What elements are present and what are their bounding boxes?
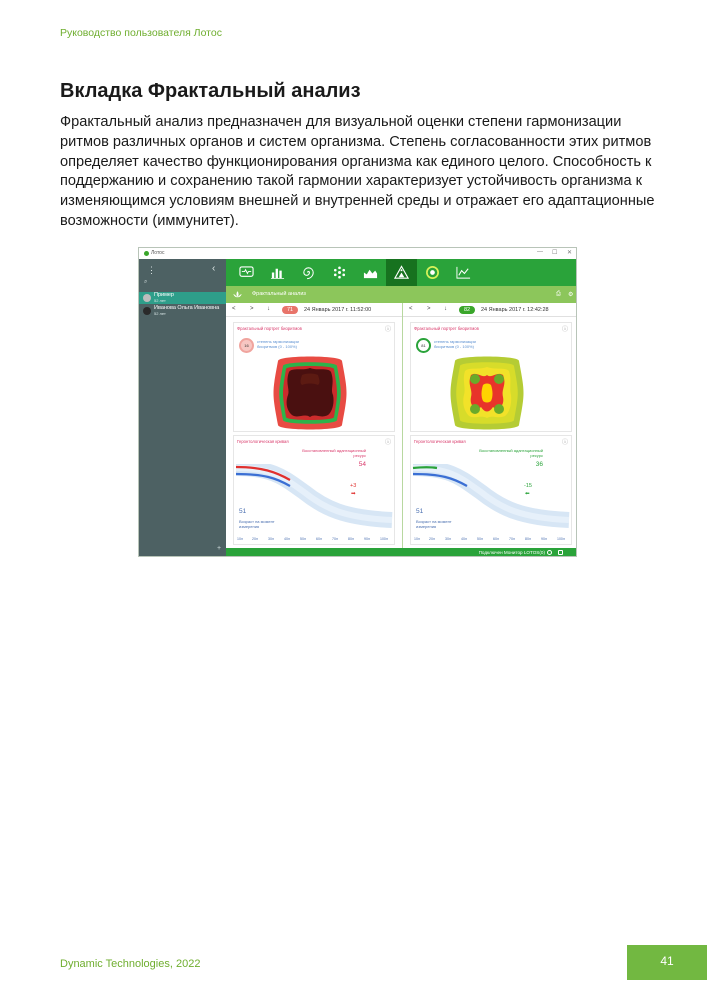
patient-sidebar [139,259,226,557]
resource-value: 54 [358,461,366,468]
resource-label: Восстановленный адаптационный ресурс [479,448,543,458]
tab-system[interactable] [324,259,355,286]
avatar [143,294,151,302]
patient-age: 52 лет [154,311,166,316]
heart-monitor-icon [239,265,254,280]
axis-tick: 50л [477,537,483,541]
harmony-label: степень гармонизации биоритмов (0 - 100%) [434,339,476,349]
prev-measurement-button[interactable]: < [409,306,413,312]
area-chart-icon [363,265,378,280]
analysis-toolbar [226,259,577,286]
maximize-button[interactable]: ☐ [552,250,558,256]
gerontological-curve-chart [411,464,571,534]
info-icon[interactable]: ⓘ [384,440,391,446]
menu-icon[interactable]: ⋮ [147,265,156,275]
page-number-badge [627,945,707,980]
axis-tick: 80л [525,537,531,541]
measurement-date: 24 Январь 2017 г. 11:52:00 [304,307,372,313]
measurement-nav [403,303,577,317]
section-title: Фрактальный анализ [252,291,306,297]
fractal-portrait-card [233,322,395,432]
fractal-portrait-card [410,322,572,432]
axis-tick: 60л [493,537,499,541]
tab-trends[interactable] [448,259,479,286]
age-value: 51 [239,508,247,515]
close-button[interactable]: ✕ [567,250,573,256]
axis-tick: 30л [268,537,274,541]
footer-brand: Dynamic Technologies, 2022 [60,958,201,970]
tab-fractal-analysis[interactable] [386,259,417,286]
axis-tick: 70л [509,537,515,541]
age-value: 51 [416,508,424,515]
delta-value: -15 [524,483,532,489]
section-header [226,286,577,303]
delta-value: +3 [350,483,357,489]
axis-tick: 100л [380,537,388,541]
score-badge: 71 [282,306,298,314]
tab-score[interactable] [417,259,448,286]
bar-chart-icon [270,265,285,280]
delta-arrow-icon: ➡ [351,491,356,497]
delta-arrow-icon: ⬅ [525,491,530,497]
patient-item[interactable] [139,292,226,304]
tab-spectrum[interactable] [355,259,386,286]
axis-tick: 70л [332,537,338,541]
axis-tick: 10л [414,537,420,541]
harmony-score-circle: 16 [239,338,254,353]
axis-tick: 30л [445,537,451,541]
fractal-portrait-image [449,353,525,433]
measurement-date: 24 Январь 2017 г. 12:42:28 [481,307,549,313]
axis-tick: 50л [300,537,306,541]
download-icon[interactable]: ↓ [444,306,447,312]
info-icon[interactable]: ⓘ [561,440,568,446]
score-badge: 82 [459,306,475,314]
resource-label: Восстановленный адаптационный ресурс [302,448,366,458]
card-title: Фрактальный портрет биоритмов [414,326,479,331]
tab-rhythm[interactable] [293,259,324,286]
axis-tick: 20л [252,537,258,541]
status-bar [226,548,577,557]
line-chart-icon [456,265,471,280]
next-measurement-button[interactable]: > [250,306,254,312]
next-measurement-button[interactable]: > [427,306,431,312]
spiral-icon [301,265,316,280]
minimize-button[interactable]: — [537,249,543,255]
harmony-score-circle: 81 [416,338,431,353]
window-title: Лотос [151,250,165,256]
measurement-pane-right [402,303,577,548]
device-status: Подключен Монитор LOTOS(0) [478,550,545,555]
resource-value: 36 [535,461,543,468]
comparison-area [226,303,577,548]
ring-score-icon [425,265,440,280]
app-screenshot [138,247,577,557]
card-title: Геронтологическая кривая [414,439,466,444]
harmony-label: степень гармонизации биоритмов (0 - 100%) [257,339,299,349]
measurement-nav [226,303,402,317]
info-icon[interactable]: ⓘ [384,327,391,333]
add-patient-button[interactable]: + [217,545,222,552]
app-logo-icon [144,251,149,256]
axis-tick: 40л [284,537,290,541]
axis-tick: 80л [348,537,354,541]
download-icon[interactable]: ↓ [267,306,270,312]
axis-tick: 90л [541,537,547,541]
axis-tick: 40л [461,537,467,541]
axis-tick: 90л [364,537,370,541]
search-icon[interactable]: ⌕ [144,279,148,285]
axis-tick: 10л [237,537,243,541]
age-label: Возраст на момент измерения [239,519,275,529]
device-settings-icon[interactable] [558,550,563,555]
settings-icon[interactable]: ⚙ [568,292,574,298]
card-title: Геронтологическая кривая [237,439,289,444]
axis-tick: 100л [557,537,565,541]
age-label: Возраст на момент измерения [416,519,452,529]
age-axis [414,537,570,543]
prev-measurement-button[interactable]: < [232,306,236,312]
card-title: Фрактальный портрет биоритмов [237,326,302,331]
gerontological-curve-chart [234,464,394,534]
tab-statistics[interactable] [262,259,293,286]
patient-item[interactable] [139,305,226,317]
avatar [143,307,151,315]
fractal-triangle-icon [394,265,409,280]
measurement-pane-left [226,303,402,548]
connection-status-icon [547,550,552,555]
intro-paragraph: Фрактальный анализ предназначен для визуальной оценки степени гармонизации ритмов различных органов и систем организма. Степень согласованности этих ритмов определяет качество функционирования организма как единого целого. Способность к поддержанию и сохранению такой гармонии характеризует устойчивость организма к изменяющимся условиям внешней и внутренней среды и отражает его адаптационные возможности (иммунитет). [60,114,655,229]
patient-name: Пример [154,292,174,298]
page-number: 41 [660,954,674,968]
patient-age: 52 лет [154,298,166,303]
running-header: Руководство пользователя Лотос [60,27,222,39]
gerontological-curve-card [233,435,395,545]
axis-tick: 60л [316,537,322,541]
window-titlebar [139,248,577,259]
info-icon[interactable]: ⓘ [561,327,568,333]
collapse-sidebar-icon[interactable]: ‹ [212,263,216,274]
patient-name: Иванова Ольга Ивановна [154,305,220,311]
age-axis [237,537,393,543]
snowflake-icon [332,265,347,280]
axis-tick: 20л [429,537,435,541]
fractal-portrait-image [272,353,348,433]
gerontological-curve-card [410,435,572,545]
tab-heart-monitor[interactable] [231,259,262,286]
page-heading: Вкладка Фрактальный анализ [60,80,361,102]
print-icon[interactable]: ⎙ [556,291,561,297]
lotus-logo-icon [232,289,243,300]
